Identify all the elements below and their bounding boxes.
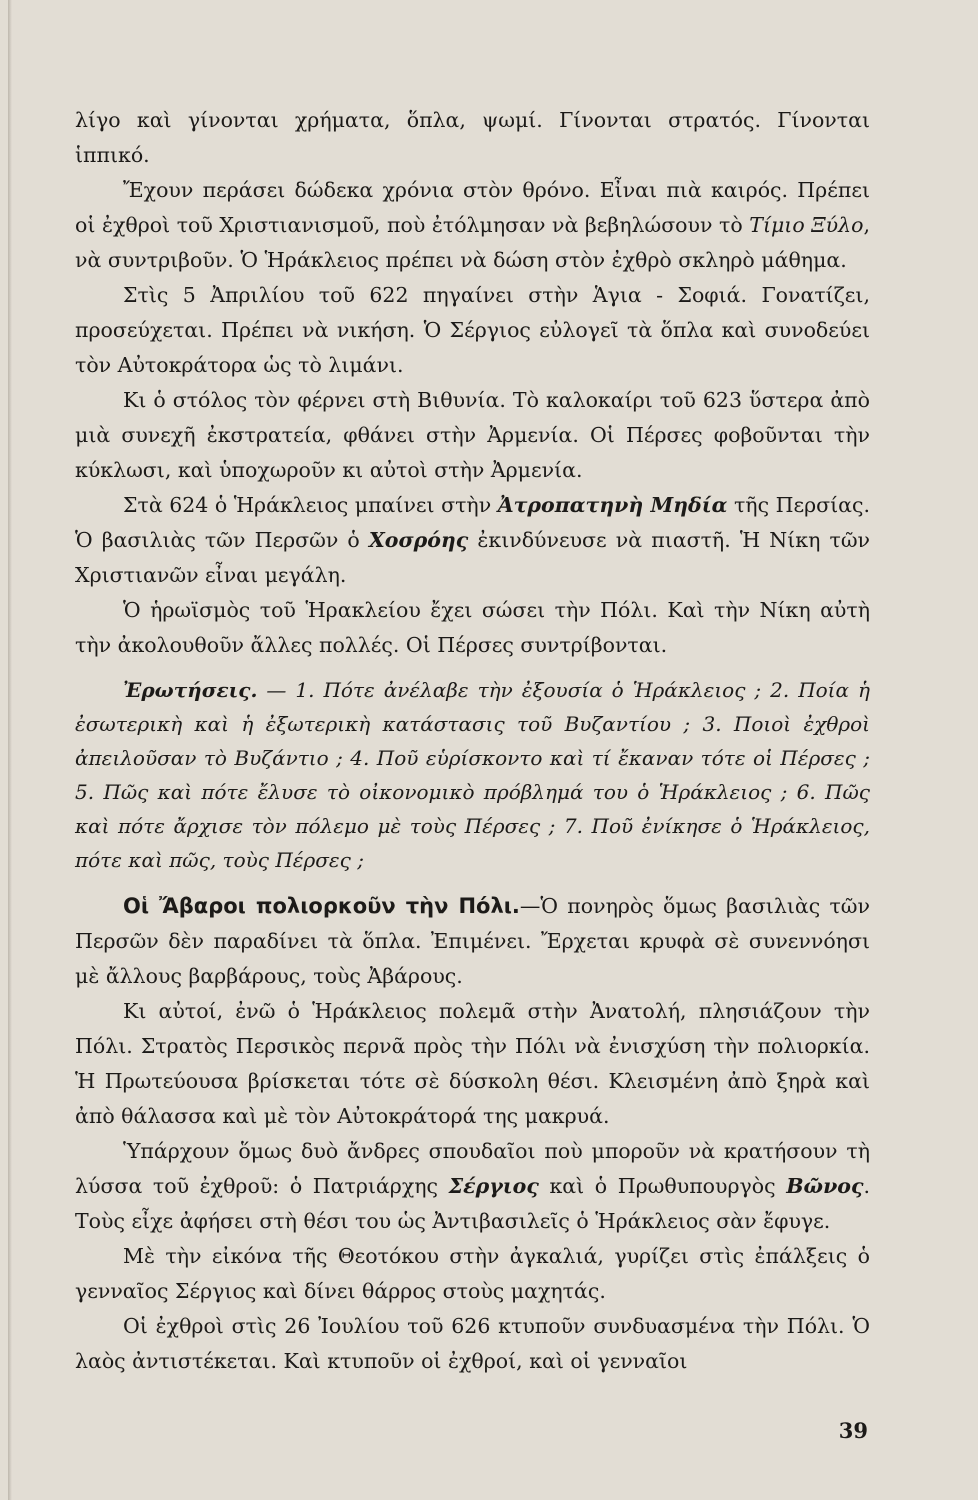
paragraph [75, 488, 870, 593]
text-run: Στὶς 5 Ἀπριλίου τοῦ 622 πηγαίνει στὴν Ἁγια - Σοφιά. Γονατίζει, προσεύχεται. Πρέπει νὰ νικήση. Ὁ Σέργιος εὐλογεῖ τὰ ὅπλα καὶ συνοδεύει τὸν Αὐτοκράτορα ὡς τὸ λιμάνι. [75, 283, 870, 377]
paragraph [75, 278, 870, 383]
text-run: ἐκινδύνευσε νὰ πιαστῆ. Ἡ Νίκη τῶν Χριστιανῶν εἶναι μεγάλη. [75, 528, 870, 587]
text-run: Στὰ 624 ὁ Ἡράκλειος μπαίνει στὴν [123, 493, 498, 517]
paragraph [75, 173, 870, 278]
text-run: Μὲ τὴν εἰκόνα τῆς Θεοτόκου στὴν ἀγκαλιά, γυρίζει στὶς ἐπάλξεις ὁ γενναῖος Σέργιος καὶ δίνει θάρρος στοὺς μαχητάς. [75, 1244, 870, 1303]
emphasized-text: Ἀτροπατηνὴ Μηδία [497, 493, 728, 517]
emphasized-text: Τίμιο Ξύλο [749, 213, 864, 237]
text-run: Ἔχουν περάσει δώδεκα χρόνια στὸν θρόνο. Εἶναι πιὰ καιρός. Πρέπει οἱ ἐχθροὶ τοῦ Χριστιανισμοῦ, ποὺ ἐτόλμησαν νὰ βεβηλώσουν τὸ [75, 178, 870, 237]
text-run: Κι αὐτοί, ἐνῶ ὁ Ἡράκλειος πολεμᾶ στὴν Ἀνατολή, πλησιάζουν τὴν Πόλι. Στρατὸς Περσικὸς περνᾶ πρὸς τὴν Πόλι νὰ ἐνισχύση τὴν πολιορκία. Ἡ Πρωτεύουσα βρίσκεται τότε σὲ δύσκολη θέσι. Κλεισμένη ἀπὸ ξηρὰ καὶ ἀπὸ θάλασσα καὶ μὲ τὸν Αὐτοκράτορά της μακρυά. [75, 999, 870, 1128]
paragraph [75, 593, 870, 663]
page-edge [8, 0, 12, 1500]
text-run: , νὰ συντριβοῦν. Ὁ Ἡράκλειος πρέπει νὰ δώση στὸν ἐχθρὸ σκληρὸ μάθημα. [75, 213, 870, 272]
review-questions [75, 673, 870, 877]
questions-text: — 1. Πότε ἀνέλαβε τὴν ἐξουσία ὁ Ἡράκλειος ; 2. Ποία ἡ ἐσωτερικὴ καὶ ἡ ἐξωτερικὴ κατάστασις τοῦ Βυζαντίου ; 3. Ποιοὶ ἐχθροὶ ἀπειλοῦσαν τὸ Βυζάντιο ; 4. Ποῦ εὑρίσκοντο καὶ τί ἔκαναν τότε οἱ Πέρσες ; 5. Πῶς καὶ πότε ἔλυσε τὸ οἰκονομικὸ πρόβλημά του ὁ Ἡράκλειος ; 6. Πῶς καὶ πότε ἄρχισε τὸν πόλεμο μὲ τοὺς Πέρσες ; 7. Ποῦ ἐνίκησε ὁ Ἡράκλειος, πότε καὶ πῶς, τοὺς Πέρσες ; [75, 678, 870, 872]
text-run: καὶ ὁ Πρωθυπουργὸς [538, 1174, 787, 1198]
text-run: . Τοὺς εἶχε ἀφήσει στὴ θέσι του ὡς Ἀντιβασιλεῖς ὁ Ἡράκλειος σὰν ἔφυγε. [75, 1174, 870, 1233]
text-run: λίγο καὶ γίνονται χρήματα, ὅπλα, ψωμί. Γίνονται στρατός. Γίνονται ἱππικό. [75, 108, 870, 167]
emphasized-text: Βῶνος [786, 1174, 864, 1198]
section-opening [75, 889, 870, 994]
paragraph [75, 383, 870, 488]
section-lead: —Ὁ πονηρὸς ὅμως βασιλιὰς τῶν Περσῶν δὲν παραδίνει τὰ ὅπλα. Ἐπιμένει. Ἔρχεται κρυφὰ σὲ συνεννόησι μὲ ἄλλους βαρβάρους, τοὺς Ἀβάρους. [75, 894, 870, 988]
paragraph [75, 1239, 870, 1309]
page-body [75, 103, 870, 1379]
emphasized-text: Χοσρόης [368, 528, 469, 552]
paragraph [75, 1309, 870, 1379]
text-run: Ὑπάρχουν ὅμως δυὸ ἄνδρες σπουδαῖοι ποὺ μποροῦν νὰ κρατήσουν τὴ λύσσα τοῦ ἐχθροῦ: ὁ Πατριάρχης [75, 1139, 870, 1198]
text-run: Κι ὁ στόλος τὸν φέρνει στὴ Βιθυνία. Τὸ καλοκαίρι τοῦ 623 ὕστερα ἀπὸ μιὰ συνεχῆ ἐκστρατεία, φθάνει στὴν Ἀρμενία. Οἱ Πέρσες φοβοῦνται τὴν κύκλωσι, καὶ ὑποχωροῦν κι αὐτοὶ στὴν Ἀρμενία. [75, 388, 870, 482]
text-run: τῆς Περσίας. Ὁ βασιλιὰς τῶν Περσῶν ὁ [75, 493, 870, 552]
page-number: 39 [838, 1418, 868, 1443]
emphasized-text: Σέργιος [448, 1174, 539, 1198]
paragraph [75, 1134, 870, 1239]
paragraph [75, 103, 870, 173]
questions-label: Ἐρωτήσεις. [123, 678, 258, 702]
section-heading: Οἱ Ἄβαροι πολιορκοῦν τὴν Πόλι. [123, 894, 520, 918]
paragraph [75, 994, 870, 1134]
text-run: Οἱ ἐχθροὶ στὶς 26 Ἰουλίου τοῦ 626 κτυποῦν συνδυασμένα τὴν Πόλι. Ὁ λαὸς ἀντιστέκεται. Καὶ κτυποῦν οἱ ἐχθροί, καὶ οἱ γενναῖοι [75, 1314, 870, 1373]
text-run: Ὁ ἡρωϊσμὸς τοῦ Ἡρακλείου ἔχει σώσει τὴν Πόλι. Καὶ τὴν Νίκη αὐτὴ τὴν ἀκολουθοῦν ἄλλες πολλές. Οἱ Πέρσες συντρίβονται. [75, 598, 870, 657]
